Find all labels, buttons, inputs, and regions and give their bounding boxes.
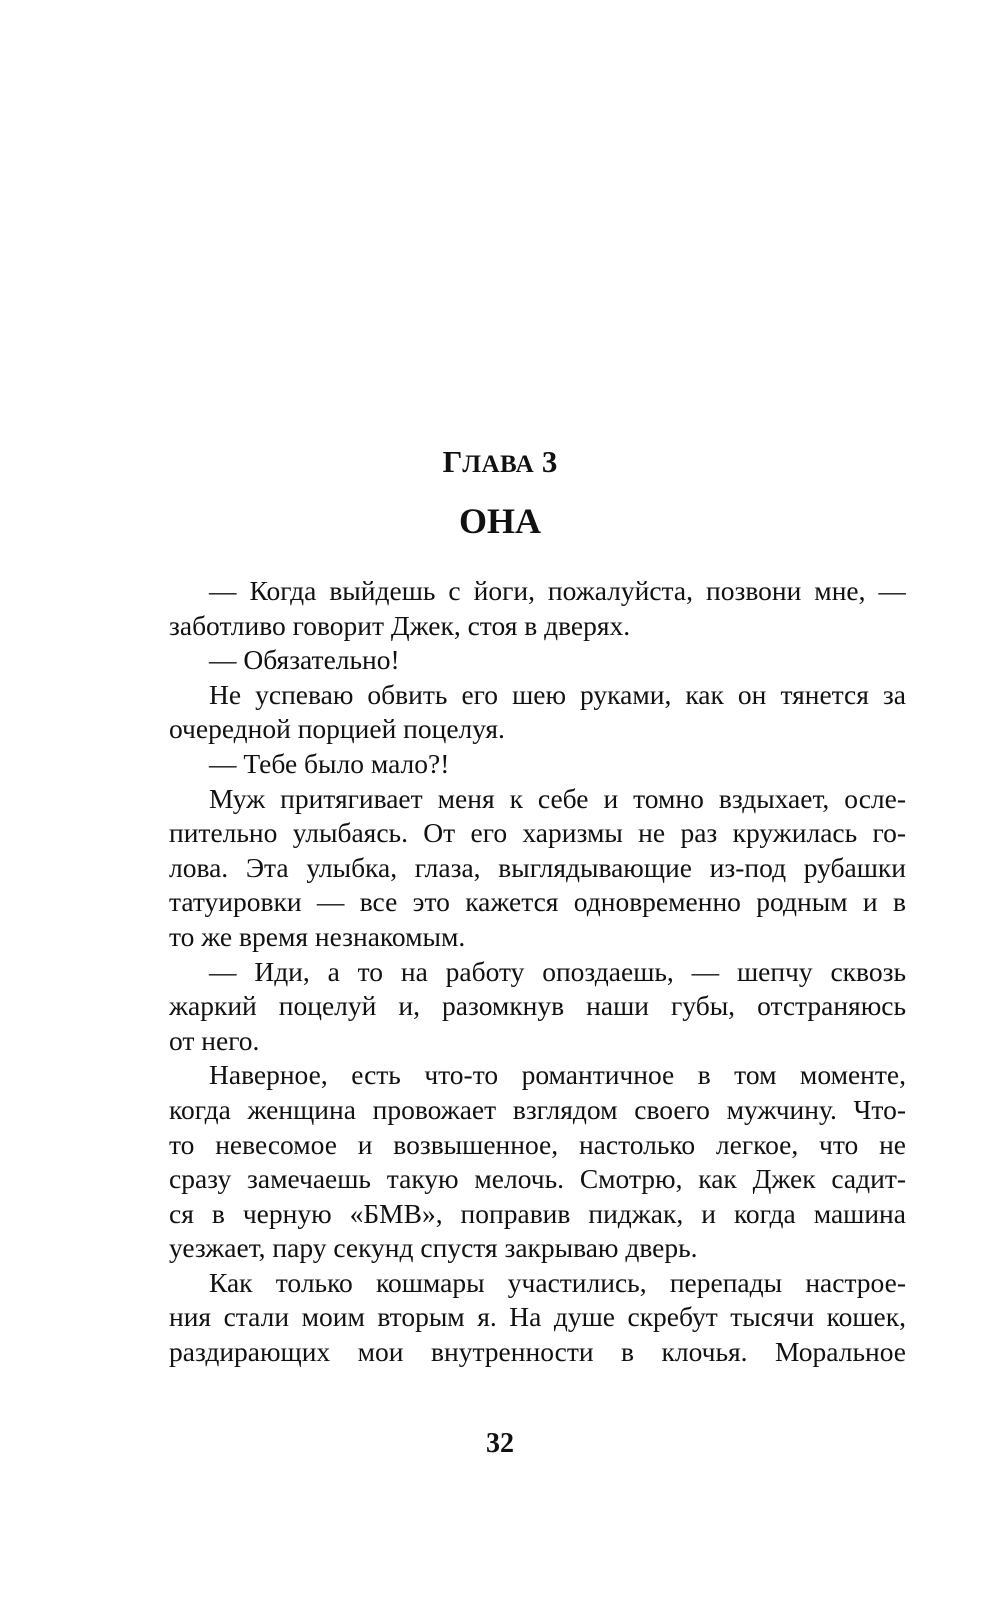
text-line: Муж притягивает меня к себе и томно вздыхает, осле- <box>209 782 906 814</box>
text-line: — Тебе было мало?! <box>209 747 450 779</box>
text-line: Наверное, есть что-то романтичное в том моменте, <box>209 1059 906 1091</box>
text-line: заботливо говорит Джек, стоя в дверях. <box>169 609 631 641</box>
chapter-label <box>0 444 1000 480</box>
text-line: то же время незнакомым. <box>169 920 466 952</box>
text-line: лова. Эта улыбка, глаза, выглядывающие из-под рубашки <box>169 851 906 883</box>
text-line: — Иди, а то на работу опоздаешь, — шепчу сквозь <box>209 955 906 987</box>
chapter-title: ОНА <box>458 501 541 541</box>
chapter-number: 3 <box>541 444 558 479</box>
text-line: раздирающих мои внутренности в клочья. Моральное <box>169 1336 906 1368</box>
body-text <box>169 574 906 1370</box>
text-line: ся в черную «БМВ», поправив пиджак, и когда машина <box>169 1197 906 1229</box>
text-line: ния стали моим вторым я. На душе скребут тысячи кошек, <box>169 1301 906 1333</box>
text-line: — Обязательно! <box>209 644 400 676</box>
text-line: татуировки — все это кажется одновременно родным и в <box>169 886 906 918</box>
text-line: Как только кошмары участились, перепады настрое- <box>209 1266 906 1298</box>
text-line: от него. <box>169 1024 260 1056</box>
chapter-label-initial: Г <box>442 444 463 479</box>
text-line: уезжает, пару секунд спустя закрываю дверь. <box>169 1232 698 1264</box>
text-line: когда женщина провожает взглядом своего мужчину. Что- <box>169 1093 906 1125</box>
text-line: жаркий поцелуй и, разомкнув наши губы, отстраняюсь <box>169 990 906 1022</box>
text-line: очередной порцией поцелуя. <box>169 713 505 745</box>
text-line: Не успеваю обвить его шею руками, как он тянется за <box>209 678 906 710</box>
text-line: — Когда выйдешь с йоги, пожалуйста, позвони мне, — <box>209 575 906 606</box>
text-line: то невесомое и возвышенное, настолько легкое, что не <box>169 1128 906 1160</box>
text-line: пительно улыбаясь. От его харизмы не раз кружилась го- <box>169 817 906 849</box>
chapter-label-word: ЛАВА <box>462 451 535 478</box>
text-line: сразу замечаешь такую мелочь. Смотрю, как Джек садит- <box>169 1163 906 1195</box>
page-number: 32 <box>486 1428 514 1459</box>
